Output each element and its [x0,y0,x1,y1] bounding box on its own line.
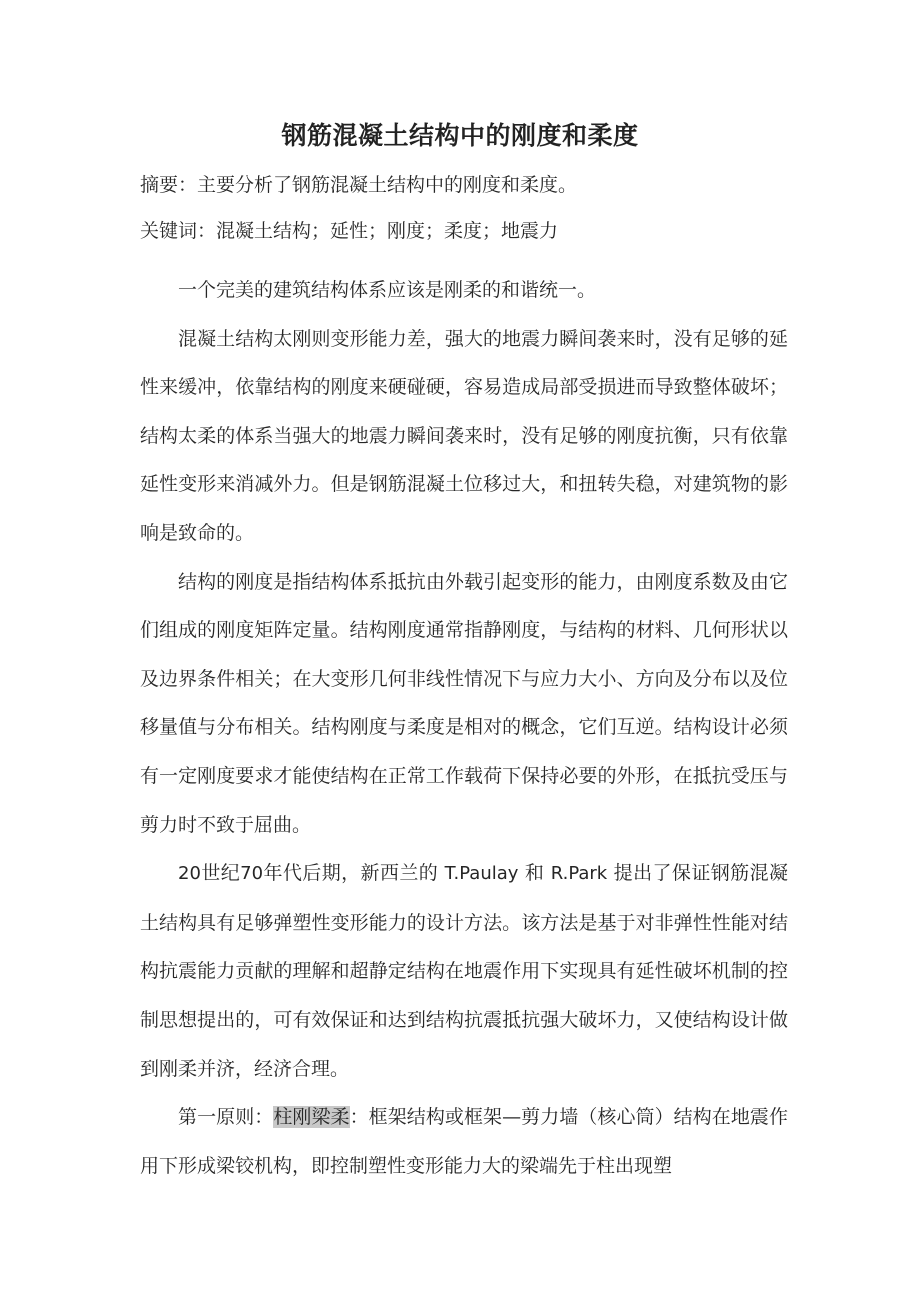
abstract-line [140,170,800,200]
keywords-text: 混凝土结构；延性；刚度；柔度；地震力 [216,220,559,242]
decade-number: 20 [178,863,201,885]
keywords-line [140,216,800,246]
principle-text: ：框架结构或框架—剪力墙（核心筒）结构在地震作用下形成梁铰机构，即控制塑性变形能力大的梁端先于柱出现塑 [140,1106,788,1177]
keywords-label: 关键词： [140,220,217,242]
body-paragraph: 混凝土结构太刚则变形能力差，强大的地震力瞬间袭来时，没有足够的延性来缓冲，依靠结构的刚度来硬碰硬，容易造成局部受损进而导致整体破坏；结构太柔的体系当强大的地震力瞬间袭来时，没有足够的刚度抗衡，只有依靠延性变形来消减外力。但是钢筋混凝土位移过大，和扭转失稳，对建筑物的影响是致命的。 [140,327,788,544]
history-text: 提出了保证钢筋混凝土结构具有足够弹塑性变形能力的设计方法。该方法是基于对非弹性性能对结构抗震能力贡献的理解和超静定结构在地震作用下实现具有延性破坏机制的控制思想提出的，可有效保证和达到结构抗震抵抗强大破坏力，又使结构设计做到刚柔并济，经济合理。 [140,862,788,1080]
history-text: 年代后期，新西兰的 [263,862,445,885]
history-text: 世纪 [200,862,241,885]
history-paragraph [140,849,788,1093]
person-name-park: R.Park [550,863,608,885]
highlighted-term[interactable]: 柱刚梁柔 [273,1106,350,1129]
document-body [140,266,788,1190]
body-paragraph: 结构的刚度是指结构体系抵抗由外载引起变形的能力，由刚度系数及由它们组成的刚度矩阵定量。结构刚度通常指静刚度，与结构的材料、几何形状以及边界条件相关；在大变形几何非线性情况下与应力大小、方向及分布以及位移量值与分布相关。结构刚度与柔度是相对的概念，它们互逆。结构设计必须有一定刚度要求才能使结构在正常工作载荷下保持必要的外形，在抵抗受压与剪力时不致于屈曲。 [140,570,788,836]
abstract-text: 主要分析了钢筋混凝土结构中的刚度和柔度。 [197,174,578,196]
person-name-paulay: T.Paulay [444,863,519,885]
years-number: 70 [240,863,264,885]
principle-prefix: 第一原则： [178,1106,274,1129]
abstract-label: 摘要： [140,174,198,196]
document-title: 钢筋混凝土结构中的刚度和柔度 [281,121,639,150]
principle-paragraph [140,1093,788,1190]
history-text: 和 [518,862,551,885]
body-paragraph: 一个完美的建筑结构体系应该是刚柔的和谐统一。 [178,279,597,301]
